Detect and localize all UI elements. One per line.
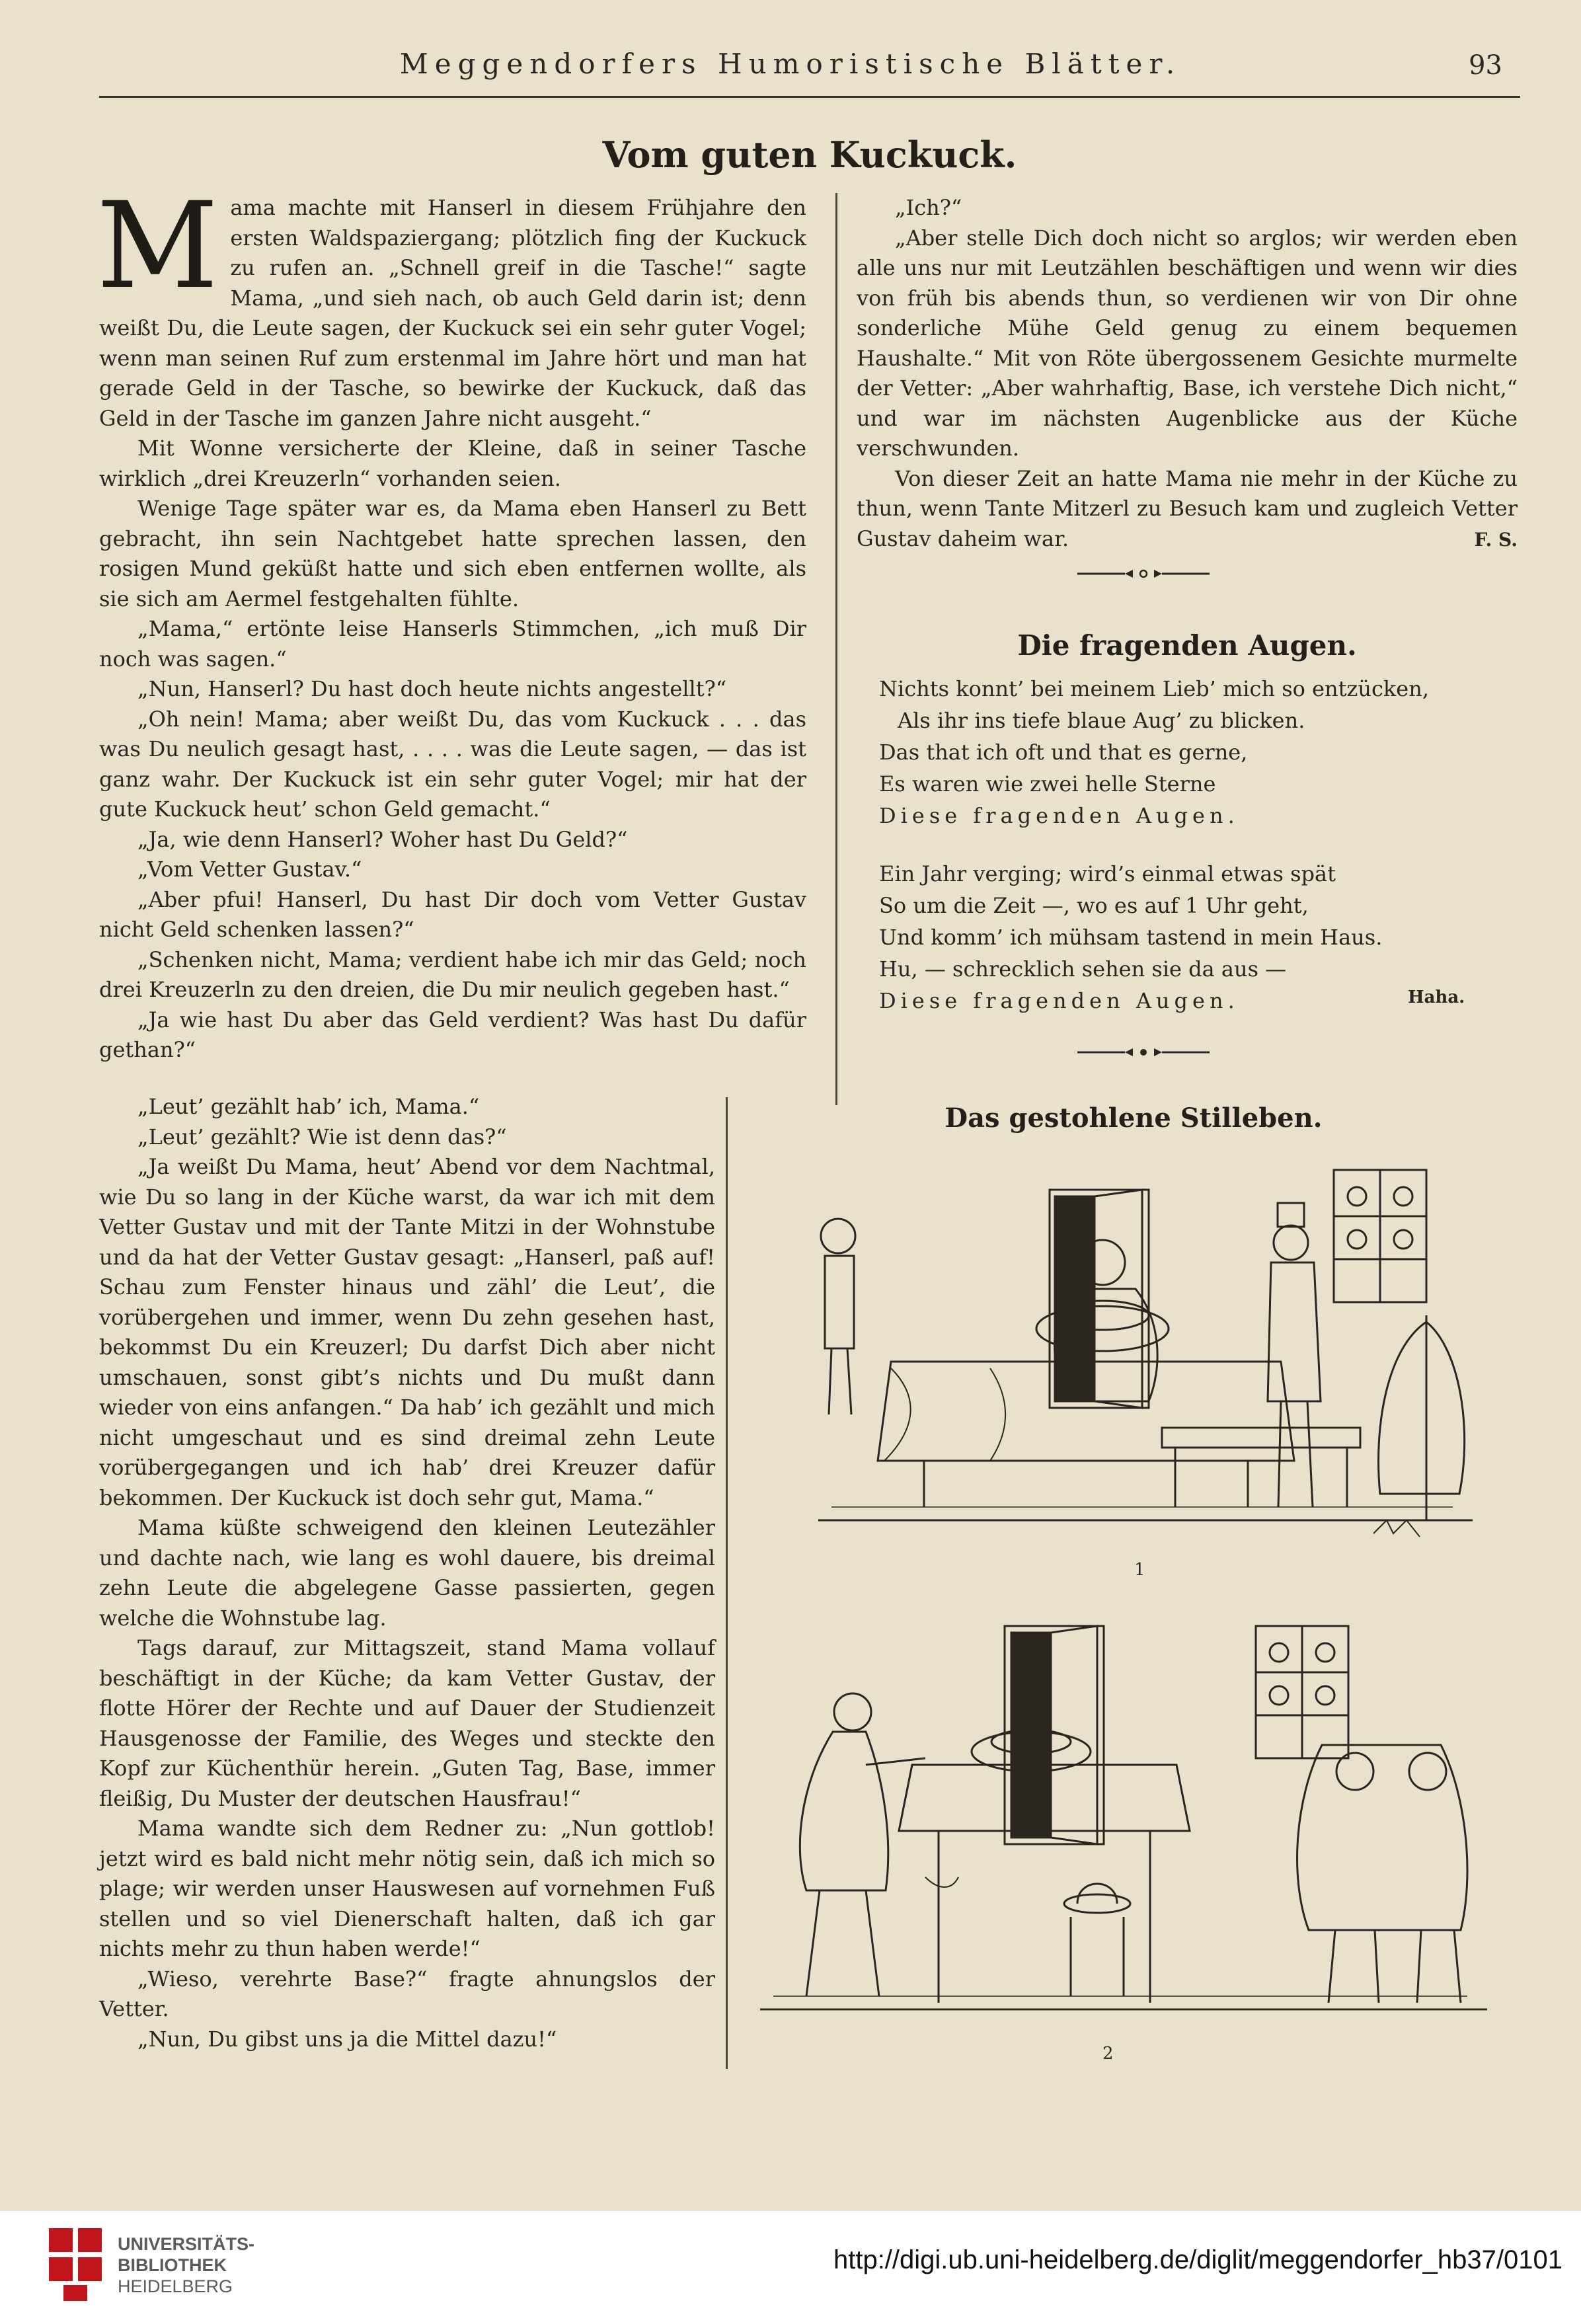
story-paragraph: „Ich?“ (895, 195, 962, 220)
drop-cap: M (96, 177, 219, 315)
poem-line: Und komm’ ich mühsam tastend in mein Haus. (879, 925, 1383, 950)
column-rule (726, 1097, 728, 2069)
story-paragraph: „Ja wie hast Du aber das Geld verdient? Was hast Du dafür gethan?“ (99, 1007, 806, 1062)
poem-signature: Haha. (1408, 988, 1465, 1007)
story-paragraph: Wenige Tage später war es, da Mama eben Hanserl zu Bett gebracht, ihn sein Nachtgebet hatte sprechen lassen, den rosigen Mund geküßt hatte und sich eben entfernen wollte, als sie sich am Aermel festgehalten fühlte. (99, 496, 806, 611)
story-right-column (857, 193, 1518, 555)
logo-line: HEIDELBERG (118, 2276, 233, 2296)
poem-title: Die fragenden Augen. (1017, 629, 1357, 662)
poem-stanza (879, 673, 1514, 832)
poem-line: Ein Jahr verging; wird’s einmal etwas spät (879, 861, 1336, 886)
story-title: Vom guten Kuckuck. (602, 134, 1017, 176)
story-paragraph: „Leut’ gezählt hab’ ich, Mama.“ (137, 1094, 480, 1119)
column-rule (835, 193, 837, 1105)
poem-line: Es waren wie zwei helle Sterne (879, 771, 1216, 796)
poem-line: Diese fragenden Augen. (879, 988, 1239, 1013)
panel-number: 1 (1134, 1560, 1145, 1580)
story-left-column-lower (99, 1092, 715, 2054)
story-paragraph: Mama wandte sich dem Redner zu: „Nun gottlob! jetzt wird es bald nicht mehr nötig sein, daß ich mich so plage; wir werden unser Hauswesen auf vornehmen Fuß stellen und so viel Dienerschaft halten, daß ich gar nichts mehr zu thun haben werde!“ (99, 1816, 715, 1961)
story-paragraph: „Vom Vetter Gustav.“ (137, 857, 362, 882)
story-first-paragraph: Mama machte mit Hanserl in diesem Frühjahre den ersten Waldspaziergang; plötzlich fing der Kuckuck zu rufen an. „Schnell greif in die Tasche!“ sagte Mama, „und sieh nach, ob auch Geld darin ist; denn weißt Du, die Leute sagen, der Kuckuck sei ein sehr guter Vogel; wenn man seinen Ruf zum erstenmal im Jahre hört und man hat gerade Geld in der Tasche, so bewirke der Kuckuck, daß das Geld in der Tasche im ganzen Jahre nicht ausgeht.“ (96, 177, 806, 431)
logo-line: UNIVERSITÄTS- (118, 2234, 255, 2254)
story-paragraph: „Wieso, verehrte Base?“ fragte ahnungslos der Vetter. (99, 1966, 715, 2021)
story-paragraph: „Ja weißt Du Mama, heut’ Abend vor dem Nachtmal, wie Du so lang in der Küche warst, da war ich mit dem Vetter Gustav und mit der Tante Mitzi in der Wohnstube und da hat der Vetter Gustav gesagt: „Hanserl, paß auf! Schau zum Fenster hinaus und zähl’ die Leut’, die vorübergehen und immer, wenn Du zehn gesehen hast, bekommst Du ein Kreuzerl; Du darfst Dich aber nicht umschauen, sonst gibt’s nichts und Du mußt dann wieder von eins anfangen.“ Da hab’ ich gezählt und mich nicht umgeschaut und es sind dreimal zehn Leute vorübergegangen und ich hab’ drei Kreuzer dafür bekommen. Der Kuckuck ist doch sehr gut, Mama.“ (99, 1154, 715, 1510)
panel-number: 2 (1102, 2044, 1114, 2064)
page-number: 93 (1469, 50, 1502, 81)
source-url-link[interactable]: http://digi.ub.uni-heidelberg.de/diglit/meggendorfer_hb37/0101 (833, 2245, 1562, 2274)
header-rule (99, 96, 1520, 98)
poem-line: Das that ich oft und that es gerne, (879, 740, 1248, 765)
story-paragraph: „Mama,“ ertönte leise Hanserls Stimmchen, „ich muß Dir noch was sagen.“ (99, 616, 806, 672)
story-paragraph: „Nun, Hanserl? Du hast doch heute nichts angestellt?“ (137, 676, 727, 701)
story-paragraph: „Nun, Du gibst uns ja die Mittel dazu!“ (137, 2026, 557, 2052)
poem-line: Hu, — schrecklich sehen sie da aus — (879, 956, 1287, 982)
poem-line: Als ihr ins tiefe blaue Aug’ zu blicken. (898, 708, 1305, 733)
story-paragraph: „Aber stelle Dich doch nicht so arglos; wir werden eben alle uns nur mit Leutzählen beschäftigen und wenn wir dies von früh bis abends thun, so verdienen wir von Dir ohne sonderliche Mühe Geld genug zu einem bequemen Haushalte.“ Mit von Röte übergossenem Gesichte murmelte der Vetter: „Aber wahrhaftig, Base, ich verstehe Dich nicht,“ und war im nächsten Augenblicke aus der Küche verschwunden. (857, 225, 1518, 461)
ornament-divider (1077, 1044, 1210, 1060)
story-paragraph: „Oh nein! Mama; aber weißt Du, das vom Kuckuck . . . das was Du neulich gesagt hast, . . . . was die Leute sagen, — das ist ganz wahr. Der Kuckuck ist ein sehr guter Vogel; mir hat der gute Kuckuck heut’ schon Geld gemacht.“ (99, 706, 806, 822)
university-logo-icon (49, 2228, 104, 2302)
footer-bar (0, 2211, 1581, 2324)
story-paragraph: „Leut’ gezählt? Wie ist denn das?“ (137, 1124, 507, 1149)
story-left-column (96, 177, 806, 1065)
story-paragraph: „Schenken nicht, Mama; verdient habe ich mir das Geld; noch drei Kreuzerln zu den dreien, die Du mir neulich gegeben hast.“ (99, 947, 806, 1002)
story-paragraph: „Aber pfui! Hanserl, Du hast Dir doch vom Vetter Gustav nicht Geld schenken lassen?“ (99, 886, 806, 942)
poem-line: Nichts konnt’ bei meinem Lieb’ mich so entzücken, (879, 676, 1429, 701)
poem-line: So um die Zeit —, wo es auf 1 Uhr geht, (879, 893, 1309, 918)
story-paragraph: Mama küßte schweigend den kleinen Leutezähler und dachte nach, wie lang es wohl dauere, bis dreimal zehn Leute die abgelegene Gasse passierten, gegen welche die Wohnstube lag. (99, 1515, 715, 1631)
story-paragraph: Von dieser Zeit an hatte Mama nie mehr in der Küche zu thun, wenn Tante Mitzerl zu Besuch kam und zugleich Vetter Gustav daheim war. (857, 465, 1518, 551)
story-paragraph: Tags darauf, zur Mittagszeit, stand Mama vollauf beschäftigt in der Küche; da kam Vetter Gustav, der flotte Hörer der Rechte und auf Dauer der Studienzeit Hausgenosse der Familie, des Weges und steckte den Kopf zur Küchenthür herein. „Guten Tag, Base, immer fleißig, Du Muster der deutschen Hausfrau!“ (99, 1635, 715, 1811)
cartoon-title: Das gestohlene Stilleben. (945, 1103, 1323, 1134)
story-paragraph: Mit Wonne versicherte der Kleine, daß in seiner Tasche wirklich „drei Kreuzerln“ vorhanden seien. (99, 436, 806, 491)
story-paragraph: „Ja, wie denn Hanserl? Woher hast Du Geld?“ (137, 826, 628, 852)
logo-line: BIBLIOTHEK (118, 2255, 227, 2275)
story-signature: F. S. (1474, 529, 1518, 551)
cartoon-panel-2 (740, 1613, 1500, 2036)
university-logo-text (118, 2233, 254, 2297)
ornament-divider (1077, 566, 1210, 582)
cartoon-panel-1 (792, 1150, 1499, 1547)
journal-header-title: Meggendorfers Humoristische Blätter. (399, 48, 1182, 80)
poem-line: Diese fragenden Augen. (879, 803, 1239, 828)
